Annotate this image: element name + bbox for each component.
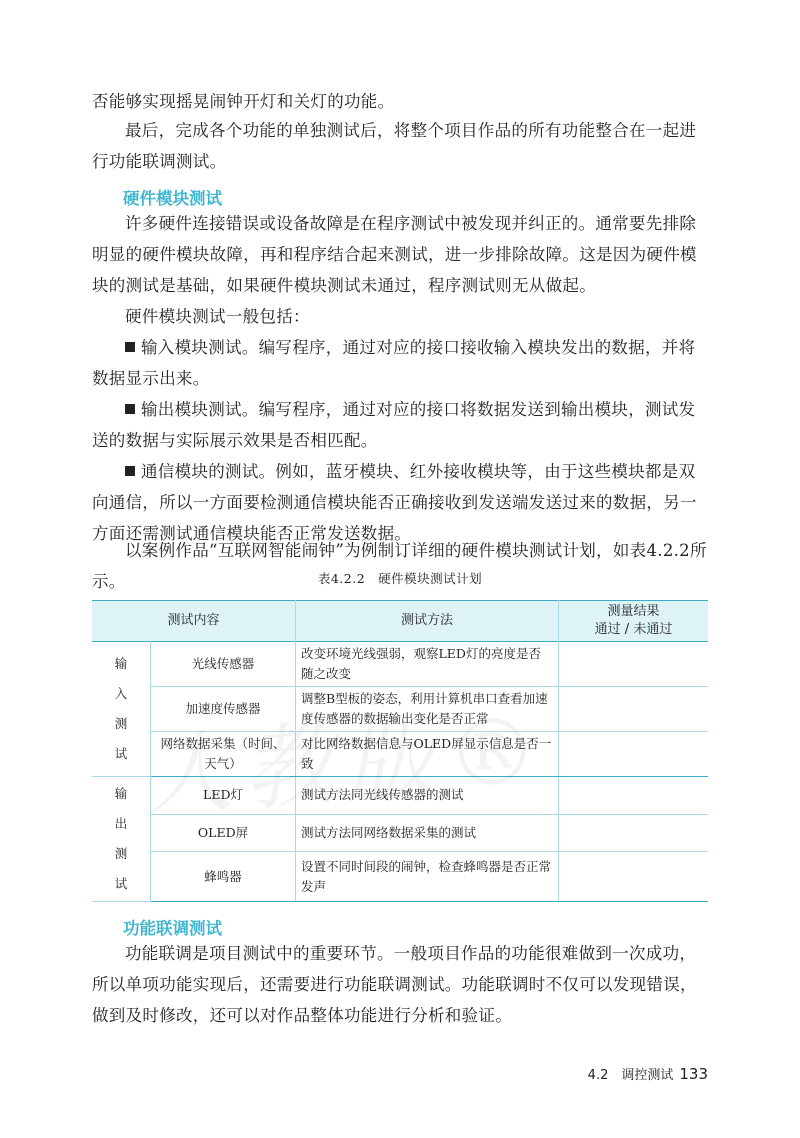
bullet-output-test xyxy=(92,394,710,456)
paragraph-integration: 最后，完成各个功能的单独测试后，将整个项目作品的所有功能整合在一起进行功能联调测试。 xyxy=(92,121,697,171)
paragraph-integration-testing: 功能联调是项目测试中的重要环节。一般项目作品的功能很难做到一次成功，所以单项功能实现后，还需要进行功能联调测试。功能联调时不仅可以发现错误，做到及时修改，还可以对作品整体功能进行分析和验证。 xyxy=(92,944,697,1025)
group-char: 试 xyxy=(114,746,128,761)
item-cell: OLED屏 xyxy=(151,814,296,852)
paragraph-hardware-list-intro: 硬件模块测试一般包括： xyxy=(125,307,310,326)
group-char: 入 xyxy=(114,686,128,701)
group-char: 输 xyxy=(114,786,128,801)
header-method: 测试方法 xyxy=(296,601,559,642)
header-content: 测试内容 xyxy=(92,601,296,642)
group-char: 试 xyxy=(114,876,128,891)
page-footer xyxy=(588,1064,708,1083)
group-char: 测 xyxy=(114,716,128,731)
item-cell: LED灯 xyxy=(151,777,296,815)
page-number: 133 xyxy=(679,1065,708,1083)
item-cell: 加速度传感器 xyxy=(151,687,296,732)
table-row xyxy=(92,642,708,687)
table-header-row xyxy=(92,601,708,642)
paragraph-hardware-intro: 许多硬件连接错误或设备故障是在程序测试中被发现并纠正的。通常要先排除明显的硬件模块故障，再和程序结合起来测试，进一步排除故障。这是因为硬件模块的测试是基础，如果硬件模块测试未通过，程序测试则无从做起。 xyxy=(92,214,697,295)
result-cell xyxy=(559,814,709,852)
header-result-line1: 测量结果 xyxy=(607,604,660,619)
item-cell: 蜂鸣器 xyxy=(151,852,296,902)
item-cell: 光线传感器 xyxy=(151,642,296,687)
group-char: 测 xyxy=(114,846,128,861)
header-result xyxy=(559,601,709,642)
result-cell xyxy=(559,777,709,815)
result-cell xyxy=(559,642,709,687)
bullet-square-icon xyxy=(125,404,135,414)
group-char: 出 xyxy=(114,816,128,831)
method-cell: 设置不同时间段的闹钟，检查蜂鸣器是否正常发声 xyxy=(296,852,559,902)
table-caption: 表4.2.2 硬件模块测试计划 xyxy=(317,571,483,586)
bullet-input-test xyxy=(92,332,710,394)
bullet-output-text: 输出模块测试。编写程序，通过对应的接口将数据发送到输出模块，测试发送的数据与实际展示效果是否相匹配。 xyxy=(92,400,696,450)
result-cell xyxy=(559,732,709,777)
bullet-square-icon xyxy=(125,342,135,352)
method-cell: 对比网络数据信息与OLED屏显示信息是否一致 xyxy=(296,732,559,777)
footer-section: 4.2 调控测试 xyxy=(587,1068,674,1083)
table-row xyxy=(92,852,708,902)
item-cell: 网络数据采集（时间、天气） xyxy=(151,732,296,777)
group-char: 输 xyxy=(114,656,128,671)
method-cell: 调整B型板的姿态，利用计算机串口查看加速度传感器的数据输出变化是否正常 xyxy=(296,687,559,732)
method-cell: 改变环境光线强弱，观察LED灯的亮度是否随之改变 xyxy=(296,642,559,687)
bullet-input-text: 输入模块测试。编写程序，通过对应的接口接收输入模块发出的数据，并将数据显示出来。 xyxy=(92,338,696,388)
method-cell: 测试方法同网络数据采集的测试 xyxy=(296,814,559,852)
result-cell xyxy=(559,852,709,902)
bullet-communication-text: 通信模块的测试。例如，蓝牙模块、红外接收模块等，由于这些模块都是双向通信，所以一方面要检测通信模块能否正确接收到发送端发送过来的数据，另一方面还需测试通信模块能否正常发送数据。 xyxy=(92,462,697,543)
header-result-line2: 通过 / 未通过 xyxy=(594,622,673,637)
result-cell xyxy=(559,687,709,732)
paragraph-table-ref: 以案例作品“互联网智能闹钟”为例制订详细的硬件模块测试计划，如表4.2.2所示。 xyxy=(92,541,707,591)
paragraph-continuation: 否能够实现摇晃闹钟开灯和关灯的功能。 xyxy=(92,92,395,111)
section-heading-hardware: 硬件模块测试 xyxy=(123,189,222,208)
bullet-square-icon xyxy=(125,466,135,476)
method-cell: 测试方法同光线传感器的测试 xyxy=(296,777,559,815)
section-heading-integration: 功能联调测试 xyxy=(123,919,222,938)
